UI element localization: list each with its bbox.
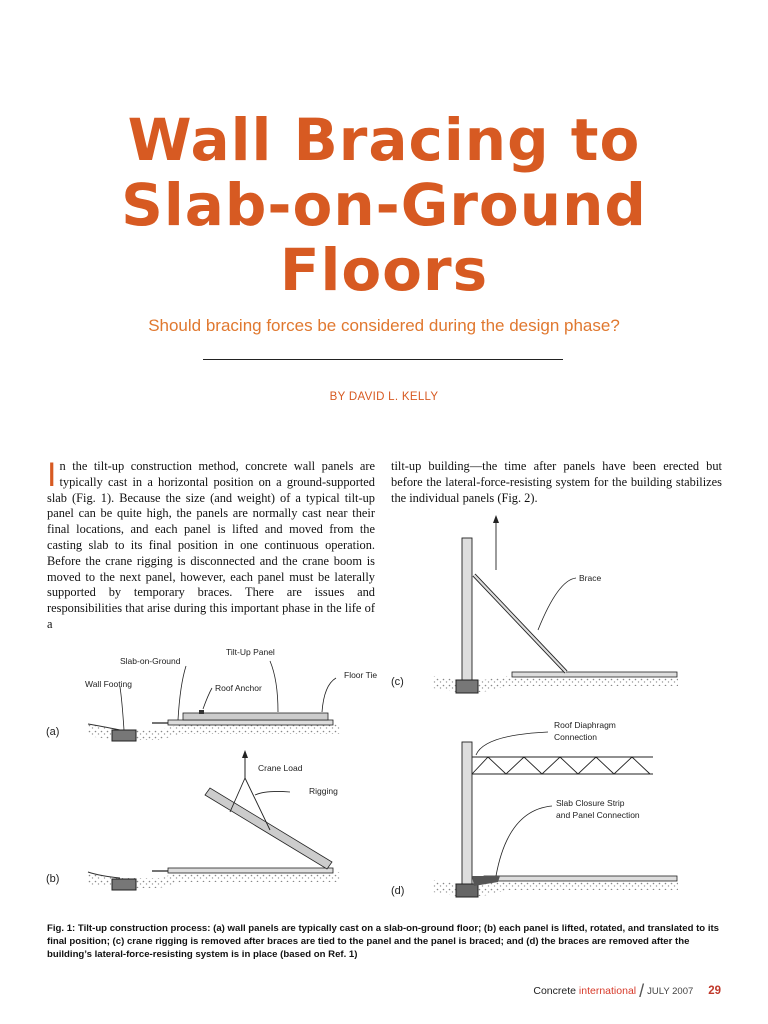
figure-ab [40, 640, 390, 910]
label-wall-footing: Wall Footing [85, 679, 132, 689]
body-text-1: n the tilt-up construction method, concrete wall panels are typically cast in a horizontal position on a ground-supported slab (Fig. 1). Because the size (and weight) of a typical tilt-up panel can be quite high, the panels are normally cast near their final locations, and each panel is lifted and moved from the casting slab to its final position in one continuous operation. Before the crane rigging is disconnected and the crane boom is moved to the next panel, however, each panel must be laterally supported by temporary braces. There are issues and responsibilities that arise during this important phase in the life of a [47, 459, 375, 631]
body-column-2 [391, 459, 722, 506]
slab-b [168, 868, 333, 873]
slab-c [512, 672, 677, 677]
title-line-1: Wall Bracing to [127, 106, 641, 174]
lifted-panel [205, 788, 332, 869]
article-subtitle: Should bracing forces be considered during the design phase? [148, 316, 620, 335]
byline: BY DAVID L. KELLY [329, 391, 439, 403]
label-slab-closure-1: Slab Closure Strip [556, 798, 625, 808]
label-slab-closure-2: and Panel Connection [556, 810, 640, 820]
label-slab-on-ground: Slab-on-Ground [120, 656, 181, 666]
footer-issue: JULY 2007 [647, 986, 694, 997]
tilt-up-panel [183, 713, 328, 720]
figure-b [46, 750, 340, 890]
body-text-2: tilt-up building—the time after panels have been erected but before the lateral-force-resisting system for the building stabilizes the individual panels (Fig. 2). [391, 459, 722, 505]
page-footer [533, 981, 721, 1002]
label-roof-anchor: Roof Anchor [215, 683, 262, 693]
wall-footing-b [112, 879, 136, 890]
figure-cd [388, 510, 728, 905]
drop-cap: I [47, 456, 57, 494]
footer-slash: / [639, 981, 645, 1001]
body-column-1 [47, 456, 375, 633]
article-title [0, 108, 768, 303]
label-tilt-up-panel: Tilt-Up Panel [226, 647, 275, 657]
figure-d [391, 720, 678, 897]
label-roof-diaphragm-1: Roof Diaphragm [554, 720, 616, 730]
tag-b: (b) [46, 873, 60, 885]
footer-magazine-part2: international [578, 985, 637, 997]
title-line-2: Slab-on-Ground [121, 171, 647, 239]
tag-d: (d) [391, 885, 405, 897]
label-floor-tie: Floor Tie [344, 670, 378, 680]
roof-truss [472, 757, 653, 774]
roof-anchor [199, 710, 204, 714]
figure-c [391, 515, 678, 693]
slab-on-ground [168, 720, 333, 725]
slab-d [484, 876, 677, 881]
wall-panel-d [462, 742, 472, 884]
tag-a: (a) [46, 726, 60, 738]
footer-magazine-part1: Concrete [533, 985, 576, 997]
tag-c: (c) [391, 676, 404, 688]
page-number: 29 [708, 985, 721, 997]
label-rigging: Rigging [309, 786, 338, 796]
wall-footing [112, 730, 136, 741]
label-crane-load: Crane Load [258, 763, 303, 773]
label-brace: Brace [579, 573, 602, 583]
figure-caption: Fig. 1: Tilt-up construction process: (a) wall panels are typically cast on a slab-on-ground floor; (b) each panel is lifted, rotated, and translated to its final position; (c) crane rigging is removed after braces are tied to the panel and the panel is braced; and (d) the braces are removed after the building’s lateral-force-resisting system is in place (based on Ref. 1) [47, 923, 720, 960]
footing-d [456, 884, 478, 897]
footing-c [456, 680, 478, 693]
label-roof-diaphragm-2: Connection [554, 732, 598, 742]
divider-rule [203, 359, 563, 360]
wall-panel-c [462, 538, 472, 682]
figure-a [46, 647, 377, 741]
title-line-3: Floors [279, 236, 489, 304]
